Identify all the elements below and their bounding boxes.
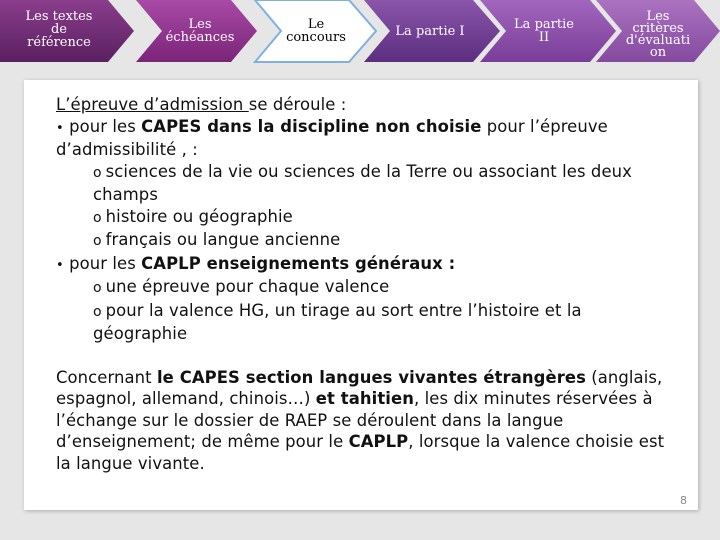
para2-e: , les dix minutes réservées à l’échange sur le dossier de RAEP se déroulent dans la langue d’enseignement; de même pour le [56,389,653,451]
tab-shape-echeances[interactable] [136,0,257,62]
sub-item-valence [56,276,671,300]
sub-text: une épreuve pour chaque valence [105,277,390,296]
chevron-shapes [0,0,720,70]
tab-label-criteres: Les critères d'évaluati on [625,9,691,60]
langues-paragraph [56,367,671,475]
tab-label-concours: Le concours [286,17,346,45]
para2-f: CAPLP [348,432,409,451]
bullet-caplp [56,253,671,277]
sub-text: sciences de la vie ou sciences de la Terre ou associant les deux champs [93,161,632,204]
sub-marker: o [93,303,102,320]
sub-item-sciences [56,161,671,206]
tab-shape-partie-2[interactable] [480,0,616,62]
para2-c: (anglais, espagnol, allemand, chinois…) [56,367,663,408]
sub-marker: o [93,164,102,181]
para2-d: et tahitien [315,389,414,408]
chevron-nav [0,0,720,70]
bullet2-bold: CAPLP enseignements généraux : [141,253,456,273]
bullet1-post: pour l’épreuve d’admissibilité , : [56,116,608,159]
slide-body [56,94,671,474]
sub-text: pour la valence HG, un tirage au sort entre l’histoire et la géographie [93,300,582,343]
sub-marker: o [93,280,102,296]
tab-shape-textes[interactable] [0,0,134,62]
tab-label-partie-2: La partie II [514,17,574,45]
para2-a: Concernant [56,367,157,387]
intro-rest: se déroule : [248,95,347,114]
intro-underlined: L’épreuve d’admission [56,95,249,114]
bullet2-pre: pour les [63,253,142,273]
para2-b: le CAPES section langues vivantes étrangères [156,367,586,387]
tab-shape-concours[interactable] [255,0,376,62]
para2-g: , lorsque la valence choisie est la langue vivante. [56,432,665,473]
spacer [56,345,671,367]
intro-line [56,94,671,116]
bullet1-pre: pour les [63,116,142,136]
tab-label-textes: Les textes de référence [25,8,93,50]
tab-shape-partie-1[interactable] [364,0,500,62]
bullet-marker: • [56,120,64,136]
sub-item-francais [56,229,671,253]
sub-marker: o [93,233,102,249]
tab-label-partie-1: La partie I [395,23,465,39]
sub-item-hg [56,300,671,345]
page-number: 8 [680,494,687,507]
tab-label-echeances: Les échéances [165,17,235,45]
sub-item-histoire [56,206,671,230]
bullet-marker: • [56,257,64,273]
sub-text: histoire ou géographie [105,206,293,226]
sub-text: français ou langue ancienne [105,230,341,249]
bullet-capes [56,116,671,161]
sub-marker: o [93,209,102,226]
bullet1-bold: CAPES dans la discipline non choisie [141,116,482,136]
